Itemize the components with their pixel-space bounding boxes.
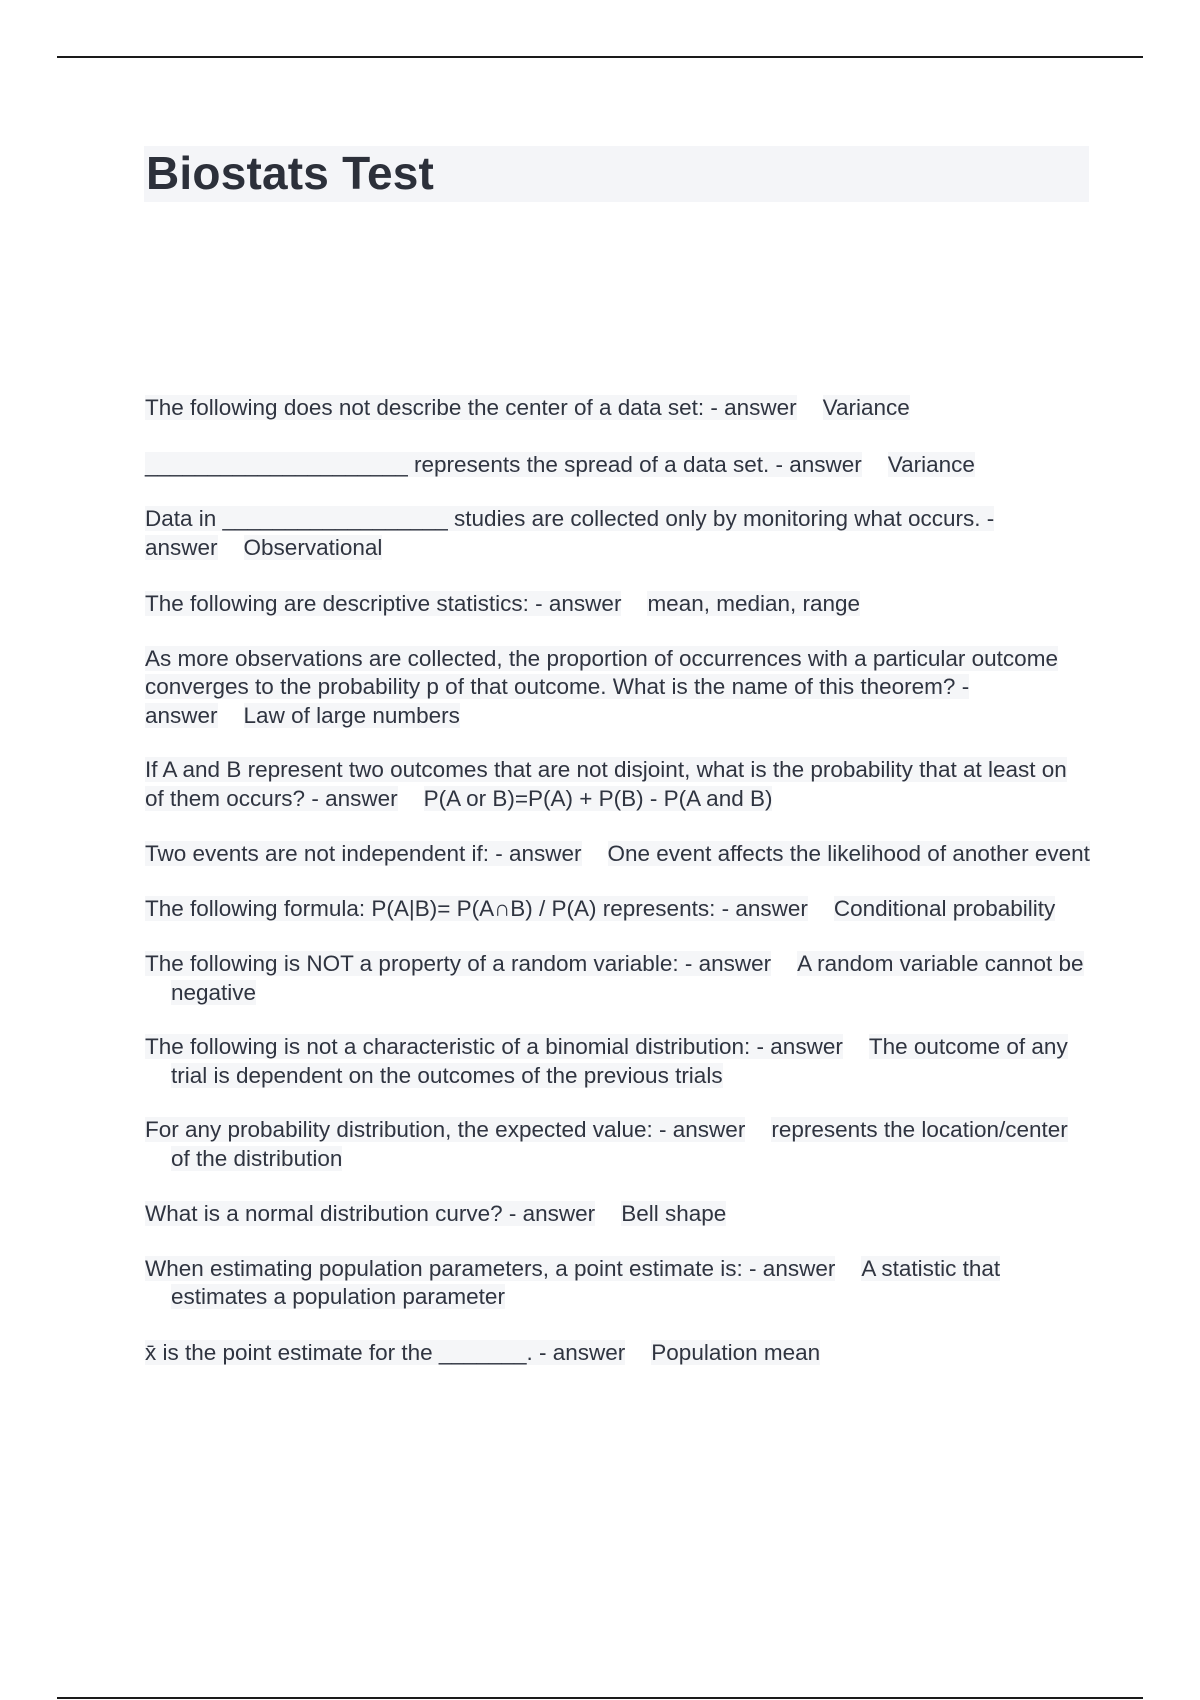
answer-text: Variance (887, 451, 975, 477)
answer-text: mean, median, range (647, 591, 861, 616)
question-text: When estimating population parameters, a point estimate is: - answer (145, 1255, 836, 1281)
question-text: For any probability distribution, the expected value: - answer (145, 1117, 746, 1142)
page-title: Biostats Test (146, 147, 435, 199)
answer-text: One event affects the likelihood of another event (607, 841, 1090, 866)
answer-text: The outcome of any trial is dependent on the outcomes of the previous trials (171, 1034, 1068, 1088)
question-text: As more observations are collected, the proportion of occurrences with a particular outcome converges to the probability p of that outcome. What is the name of this theorem? - answer (145, 645, 1058, 728)
question-text: The following is not a characteristic of a binomial distribution: - answer (145, 1034, 843, 1059)
answer-text: Conditional probability (833, 895, 1056, 921)
qa-item (145, 950, 1090, 1007)
bottom-rule (57, 1697, 1143, 1699)
answer-text: Population mean (651, 1339, 821, 1365)
qa-item (145, 451, 1090, 480)
answer-text: A statistic that estimates a population parameter (171, 1255, 1001, 1309)
question-text: If A and B represent two outcomes that are not disjoint, what is the probability that at least on of them occurs? - answer (145, 757, 1067, 811)
qa-item (145, 1200, 1090, 1229)
question-text: Two events are not independent if: - answer (145, 841, 582, 866)
question-text: Data in __________________ studies are collected only by monitoring what occurs. - answer (145, 506, 995, 560)
question-text: The following formula: P(A|B)= P(A∩B) / P(A) represents: - answer (145, 895, 808, 921)
qa-item (145, 505, 1090, 562)
question-text: What is a normal distribution curve? - answer (145, 1201, 596, 1226)
qa-item (145, 1033, 1090, 1090)
qa-list (145, 394, 1090, 1367)
question-text: x̄ is the point estimate for the _______. - answer (145, 1339, 626, 1365)
qa-item (145, 394, 1090, 423)
answer-text: A random variable cannot be negative (171, 951, 1084, 1005)
qa-item (145, 1116, 1090, 1173)
question-text: The following are descriptive statistics: - answer (145, 591, 622, 616)
answer-text: Bell shape (621, 1201, 727, 1226)
question-text: _____________________ represents the spread of a data set. - answer (145, 451, 862, 477)
answer-text: represents the location/center of the distribution (171, 1117, 1068, 1171)
qa-item (145, 1339, 1090, 1368)
qa-item (145, 840, 1090, 869)
top-rule (57, 56, 1143, 58)
answer-text: P(A or B)=P(A) + P(B) - P(A and B) (423, 785, 773, 811)
qa-item (145, 895, 1090, 924)
question-text: The following does not describe the center of a data set: - answer (145, 395, 797, 420)
qa-item (145, 645, 1090, 731)
qa-item (145, 590, 1090, 619)
answer-text: Law of large numbers (243, 702, 460, 728)
answer-text: Variance (822, 395, 910, 420)
qa-item (145, 1255, 1090, 1312)
answer-text: Observational (243, 534, 383, 560)
qa-item (145, 756, 1090, 813)
question-text: The following is NOT a property of a random variable: - answer (145, 951, 772, 976)
